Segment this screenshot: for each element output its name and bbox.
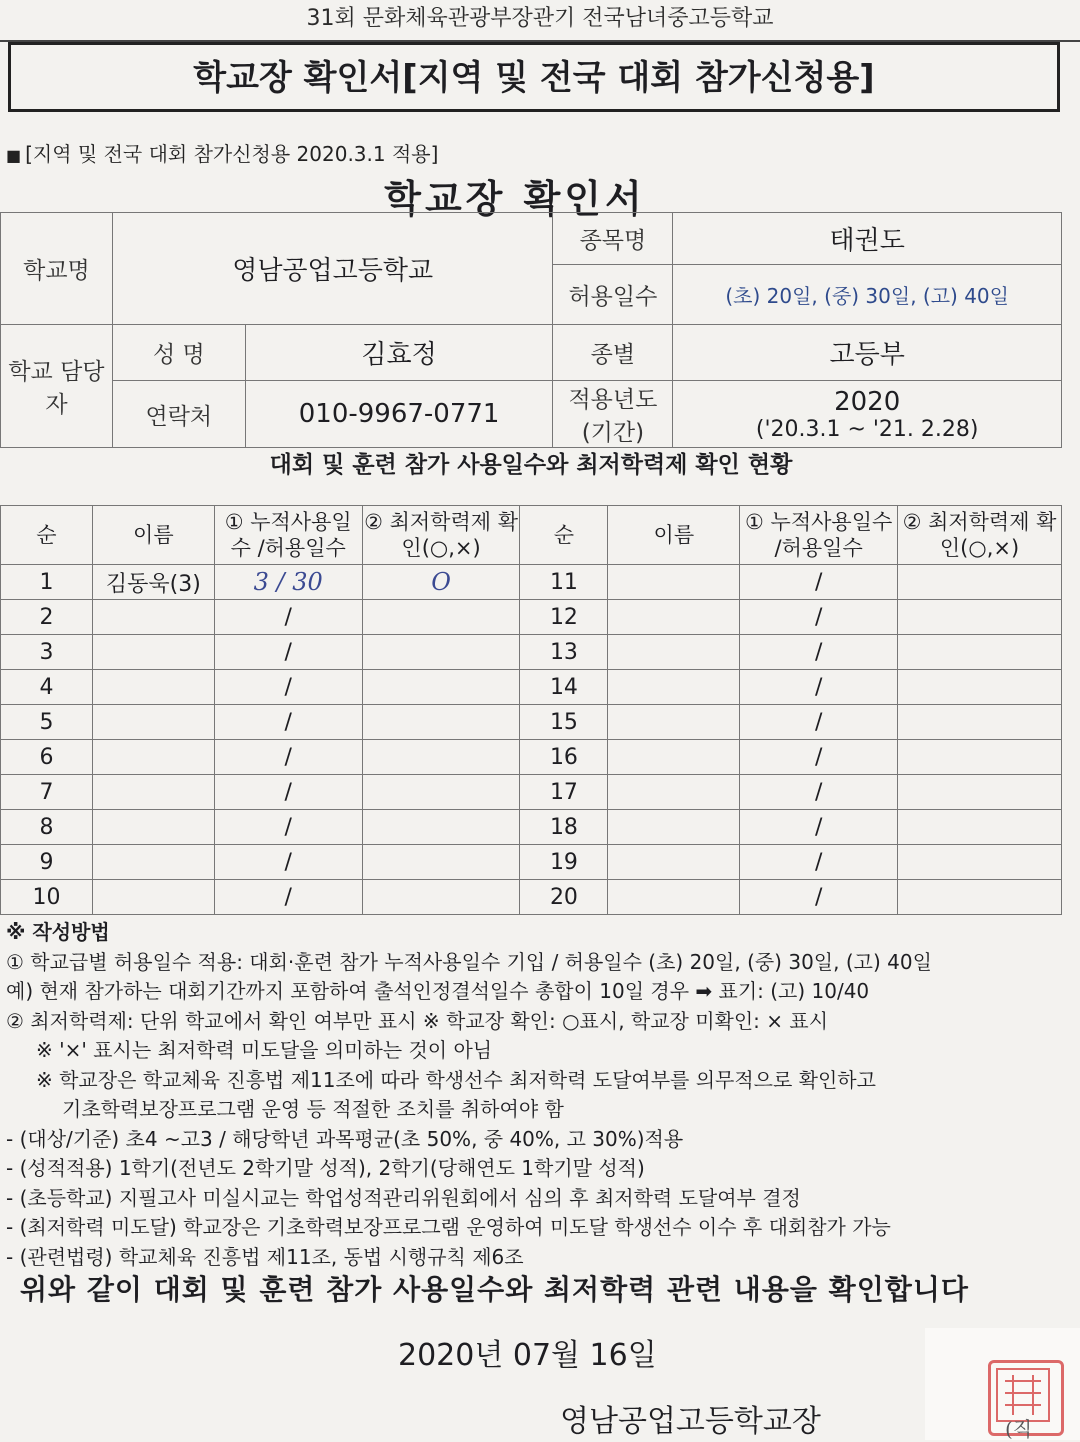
row-seq: 11: [520, 565, 608, 600]
row-days: /: [214, 600, 362, 635]
square-bullet-icon: ■: [6, 146, 22, 165]
row-check: O: [362, 565, 520, 600]
row-days: /: [740, 845, 898, 880]
row-days: /: [214, 705, 362, 740]
row-seq: 18: [520, 810, 608, 845]
row-seq: 14: [520, 670, 608, 705]
official-seal-icon: [988, 1360, 1064, 1441]
division-label: 종별: [553, 325, 673, 381]
table-row: [1, 775, 1062, 810]
status-section-title: 대회 및 훈련 참가 사용일수와 최저학력제 확인 현황: [269, 452, 793, 478]
row-name: [608, 775, 740, 810]
row-seq: 1: [1, 565, 93, 600]
allowed-days-label: 허용일수: [553, 265, 673, 325]
row-name: [92, 845, 214, 880]
col-days-right: ① 누적사용일수 /허용일수: [740, 506, 898, 565]
row-days: /: [740, 600, 898, 635]
row-check: [362, 810, 520, 845]
row-days: /: [214, 845, 362, 880]
row-check: [898, 740, 1062, 775]
row-days: /: [214, 740, 362, 775]
row-days: /: [214, 635, 362, 670]
row-check: [898, 810, 1062, 845]
col-check-right: ② 최저학력제 확인(○,×): [898, 506, 1062, 565]
row-seq: 4: [1, 670, 93, 705]
row-seq: 6: [1, 740, 93, 775]
table-row: [1, 635, 1062, 670]
row-seq: 8: [1, 810, 93, 845]
subheading-text: [지역 및 전국 대회 참가신청용 2020.3.1 적용]: [25, 142, 439, 166]
instructions: [6, 918, 1080, 1272]
row-days: /: [740, 635, 898, 670]
row-name: [608, 635, 740, 670]
row-name: [92, 635, 214, 670]
form-subheading: [6, 138, 438, 167]
row-name: [608, 880, 740, 915]
row-days: /: [214, 880, 362, 915]
row-check: [362, 635, 520, 670]
form-title: 학교장 확인서: [384, 177, 646, 221]
row-check: [898, 775, 1062, 810]
row-check: [362, 740, 520, 775]
instructions-heading: ※ 작성방법: [6, 920, 110, 944]
participation-table: [0, 505, 1062, 915]
seal-partial-text: (직: [1005, 1417, 1033, 1441]
document-topline: 31회 문화체육관광부장관기 전국남녀중고등학교: [0, 0, 1080, 42]
row-name: [92, 775, 214, 810]
row-days: 3 / 30: [214, 565, 362, 600]
row-seq: 19: [520, 845, 608, 880]
row-days: /: [740, 810, 898, 845]
school-name-label: 학교명: [1, 213, 113, 325]
row-check: [898, 565, 1062, 600]
row-name: [608, 740, 740, 775]
row-name: [92, 810, 214, 845]
row-days: /: [740, 670, 898, 705]
instruction-line: - (최저학력 미도달) 학교장은 기초학력보장프로그램 운영하여 미도달 학생선수 이수 후 대회참가 가능: [6, 1215, 891, 1239]
row-name: [608, 670, 740, 705]
row-check: [898, 670, 1062, 705]
table-row: [1, 810, 1062, 845]
instruction-line: ※ 학교장은 학교체육 진흥법 제11조에 따라 학생선수 최저학력 도달여부를 의무적으로 확인하고: [36, 1067, 876, 1092]
staff-name-label: 성 명: [112, 325, 245, 381]
row-seq: 17: [520, 775, 608, 810]
row-name: [608, 810, 740, 845]
row-check: [898, 600, 1062, 635]
school-staff-label: 학교 담당자: [1, 325, 113, 448]
school-info-table: [0, 212, 1062, 448]
row-days: /: [740, 775, 898, 810]
instruction-line: - (성적적용) 1학기(전년도 2학기말 성적), 2학기(당해연도 1학기말 성적): [6, 1156, 645, 1180]
row-check: [362, 670, 520, 705]
year-period: ('20.3.1 ~ '21. 2.28): [755, 416, 979, 442]
instruction-line: - (대상/기준) 초4 ~고3 / 해당학년 과목평균(초 50%, 중 40%, 고 30%)적용: [6, 1126, 684, 1151]
row-check: [898, 635, 1062, 670]
row-name: 김동욱(3): [92, 565, 214, 600]
row-check: [362, 775, 520, 810]
year-value-cell: [673, 381, 1062, 448]
confirmation-date: 2020년 07월 16일: [398, 1338, 657, 1373]
sport-label: 종목명: [553, 213, 673, 265]
division-value: 고등부: [673, 325, 1062, 381]
row-check: [898, 880, 1062, 915]
row-name: [92, 880, 214, 915]
staff-contact-value: 010-9967-0771: [245, 381, 553, 448]
instruction-line: ※ '×' 표시는 최저학력 미도달을 의미하는 것이 아님: [36, 1038, 493, 1062]
instruction-line: - (관련법령) 학교체육 진흥법 제11조, 동법 시행규칙 제6조: [6, 1244, 524, 1269]
allowed-days-value: (초) 20일, (중) 30일, (고) 40일: [673, 265, 1062, 325]
table-row: [1, 740, 1062, 775]
col-name-right: 이름: [608, 506, 740, 565]
sport-value: 태권도: [673, 213, 1062, 265]
table-row: [1, 600, 1062, 635]
col-check-left: ② 최저학력제 확인(○,×): [362, 506, 520, 565]
row-seq: 5: [1, 705, 93, 740]
row-name: [92, 740, 214, 775]
row-days: /: [214, 810, 362, 845]
row-name: [608, 845, 740, 880]
table-row: [1, 565, 1062, 600]
row-check: [362, 705, 520, 740]
row-seq: 10: [1, 880, 93, 915]
school-name-value: 영남공업고등학교: [112, 213, 553, 325]
row-check: [362, 880, 520, 915]
row-days: /: [740, 740, 898, 775]
row-seq: 20: [520, 880, 608, 915]
row-seq: 9: [1, 845, 93, 880]
row-check: [898, 705, 1062, 740]
row-name: [92, 600, 214, 635]
col-name-left: 이름: [92, 506, 214, 565]
instruction-line: ② 최저학력제: 단위 학교에서 확인 여부만 표시 ※ 학교장 확인: ○표시, 학교장 미확인: × 표시: [6, 1008, 829, 1033]
row-name: [608, 565, 740, 600]
col-seq-left: 순: [1, 506, 93, 565]
row-check: [362, 845, 520, 880]
row-seq: 15: [520, 705, 608, 740]
table-row: [1, 705, 1062, 740]
row-days: /: [214, 775, 362, 810]
table-row: [1, 845, 1062, 880]
row-name: [608, 705, 740, 740]
table-row: [1, 670, 1062, 705]
row-seq: 2: [1, 600, 93, 635]
row-name: [92, 670, 214, 705]
row-check: [362, 600, 520, 635]
principal-signature-line: 영남공업고등학교장: [560, 1404, 821, 1439]
row-days: /: [740, 880, 898, 915]
row-days: /: [214, 670, 362, 705]
table-row: [1, 880, 1062, 915]
instruction-line: 기초학력보장프로그램 운영 등 적절한 조치를 취하여야 함: [62, 1097, 564, 1121]
row-days: /: [740, 565, 898, 600]
row-seq: 13: [520, 635, 608, 670]
year-value: 2020: [834, 386, 901, 417]
document-title-box: 학교장 확인서[지역 및 전국 대회 참가신청용]: [8, 42, 1060, 112]
row-name: [92, 705, 214, 740]
staff-name-value: 김효정: [245, 325, 553, 381]
staff-contact-label: 연락처: [112, 381, 245, 448]
instruction-line: 예) 현재 참가하는 대회기간까지 포함하여 출석인정결석일수 총합이 10일 경우 ➡ 표기: (고) 10/40: [6, 979, 870, 1003]
instruction-line: - (초등학교) 지필고사 미실시교는 학업성적관리위원회에서 심의 후 최저학력 도달여부 결정: [6, 1185, 801, 1210]
row-seq: 3: [1, 635, 93, 670]
instruction-line: ① 학교급별 허용일수 적용: 대회·훈련 참가 누적사용일수 기입 / 허용일수 (초) 20일, (중) 30일, (고) 40일: [6, 949, 932, 974]
row-check: [898, 845, 1062, 880]
row-name: [608, 600, 740, 635]
confirmation-statement: 위와 같이 대회 및 훈련 참가 사용일수와 최저학력 관련 내용을 확인합니다: [20, 1273, 969, 1306]
row-seq: 7: [1, 775, 93, 810]
row-seq: 16: [520, 740, 608, 775]
col-days-left: ① 누적사용일수 /허용일수: [214, 506, 362, 565]
row-days: /: [740, 705, 898, 740]
year-label: 적용년도 (기간): [553, 381, 673, 448]
col-seq-right: 순: [520, 506, 608, 565]
row-seq: 12: [520, 600, 608, 635]
